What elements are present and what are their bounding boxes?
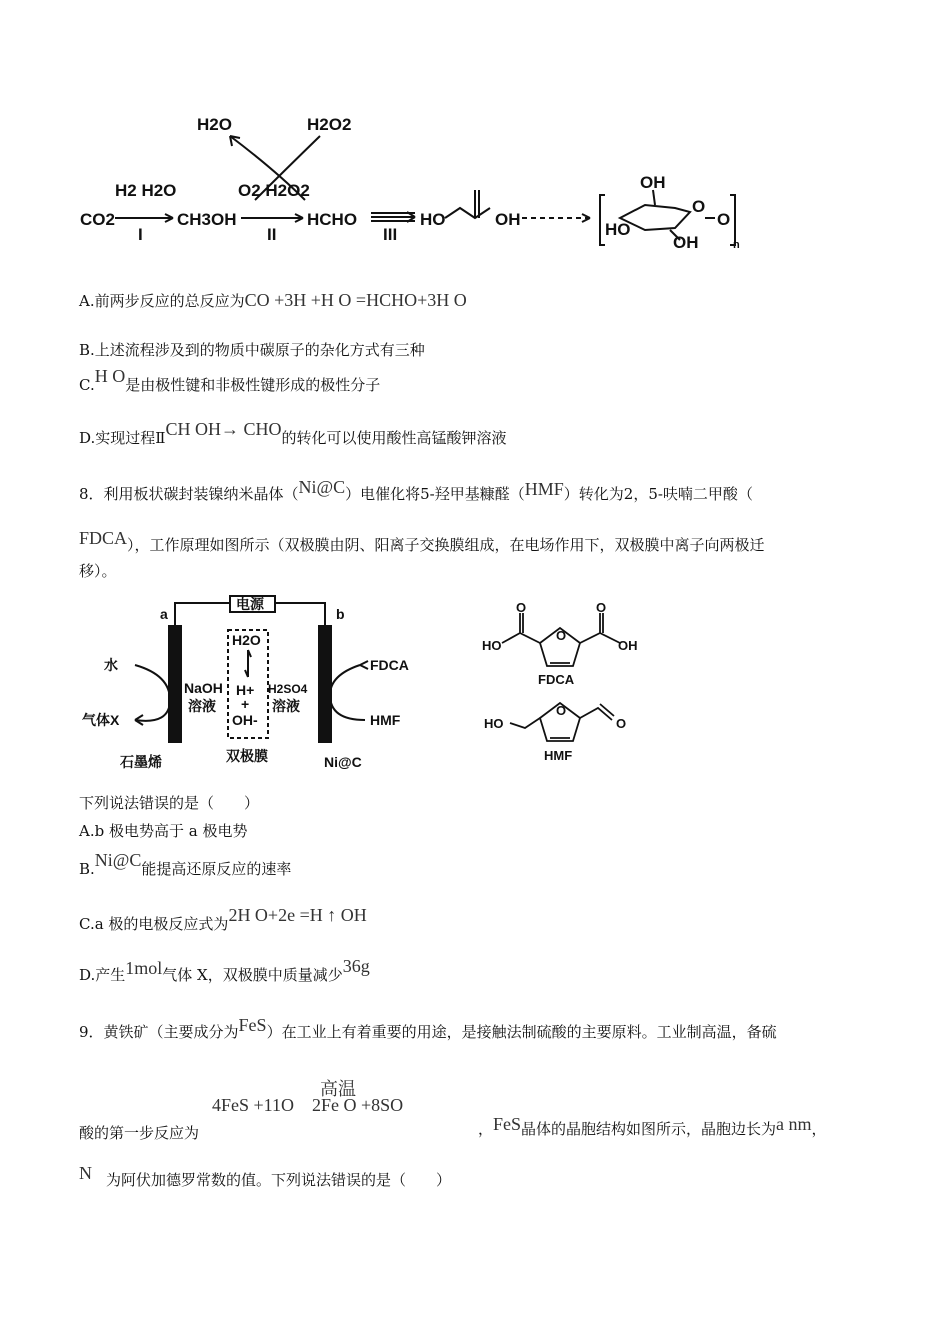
label-a: a xyxy=(160,606,168,622)
q9-stem-line3 xyxy=(79,1163,452,1191)
q9-condition: 高温 xyxy=(320,1079,356,1099)
poly-n: n xyxy=(733,239,740,251)
q8-stem-line1 xyxy=(79,477,753,505)
option-d-prefix: D.实现过程Ⅱ xyxy=(79,429,166,447)
h2so4-sol-label: 溶液 xyxy=(272,698,300,714)
fdca-ring-o: O xyxy=(556,628,567,643)
q8-option-d xyxy=(79,956,370,986)
q9-comma2: ， xyxy=(811,1120,827,1138)
q8-option-d-text: 气体 X，双极膜中质量减少 xyxy=(162,966,343,984)
option-c-formula: H O xyxy=(94,366,126,386)
fdca-o2: O xyxy=(596,600,607,615)
q9-stem-a: 9．黄铁矿（主要成分为 xyxy=(79,1023,239,1041)
fdca-out-arrow xyxy=(330,665,365,720)
poly-bracket-right xyxy=(730,195,735,245)
q9-na: N xyxy=(79,1163,92,1183)
option-a-text: A.前两步反应的总反应为 xyxy=(79,292,245,310)
q8-option-b-formula: Ni@C xyxy=(94,850,142,870)
hmf-arrow-label: HMF xyxy=(370,712,401,728)
option-d-formula: CH OH→ CHO xyxy=(165,419,282,439)
naoh-label: NaOH xyxy=(184,680,223,696)
option-a-formula: CO +3H +H O =HCHO+3H O xyxy=(244,290,467,310)
fdca-arrow-label: FDCA xyxy=(370,657,409,673)
methanol-label: CH3OH xyxy=(177,210,237,229)
q7-option-d xyxy=(79,419,507,449)
hmf-name: HMF xyxy=(544,748,573,763)
pyranose-ring xyxy=(620,205,690,230)
dha-left: HO xyxy=(420,210,446,229)
hplus-label: H+ xyxy=(236,682,255,698)
q8-fdca: FDCA xyxy=(79,528,128,548)
water-label: 水 xyxy=(104,657,118,673)
q9-anm: a nm xyxy=(776,1114,812,1134)
top-left-h2o: H2O xyxy=(197,115,232,134)
q7-option-b: B.上述流程涉及到的物质中碳原子的杂化方式有三种 xyxy=(79,341,425,359)
hmf-ho: HO xyxy=(484,716,504,731)
hmf-ring-o: O xyxy=(556,703,567,718)
fdca-name: FDCA xyxy=(538,672,575,687)
electrode-b xyxy=(318,625,332,743)
step2-label: II xyxy=(267,225,277,244)
poly-oh-bottom: OH xyxy=(673,233,699,252)
fdca-ho: HO xyxy=(482,638,502,653)
hmf-o: O xyxy=(616,716,627,731)
q8-hmf: HMF xyxy=(524,479,564,499)
q8-question: 下列说法错误的是（ ） xyxy=(79,794,260,812)
nic-label: Ni@C xyxy=(324,754,362,770)
q8-nic: Ni@C xyxy=(298,477,346,497)
poly-o-link: O xyxy=(717,210,731,229)
option-d-text: 的转化可以使用酸性高锰酸钾溶液 xyxy=(281,429,507,447)
poly-o-ring: O xyxy=(692,197,706,216)
q9-stem-line2b xyxy=(478,1114,827,1140)
reaction-flow-diagram xyxy=(75,100,755,260)
poly-ho: HO xyxy=(605,220,631,239)
poly-oh-top: OH xyxy=(640,173,666,192)
hcho-label: HCHO xyxy=(307,210,358,229)
q8-stem-1b: ）电催化将5-羟甲基糠醛（ xyxy=(345,485,525,503)
q7-option-c xyxy=(79,366,381,396)
step1-label: I xyxy=(138,225,143,244)
step2-reagents: O2 H2O2 xyxy=(238,181,310,200)
q8-stem-line2 xyxy=(79,528,765,556)
q8-stem-line3: 移）。 xyxy=(79,562,117,580)
graphene-label: 石墨烯 xyxy=(120,754,162,770)
q8-option-d-formula1: 1mol xyxy=(125,958,163,978)
step1-reagents: H2 H2O xyxy=(115,181,177,200)
q9-stem-line2 xyxy=(79,1122,199,1144)
q8-option-d-prefix: D.产生 xyxy=(79,966,126,984)
dha-right: OH xyxy=(495,210,521,229)
co2-label: CO2 xyxy=(80,210,115,229)
top-right-h2o2: H2O2 xyxy=(307,115,352,134)
option-c-text: 是由极性键和非极性键形成的极性分子 xyxy=(125,376,381,394)
q9-stem-b: ）在工业上有着重要的用途，是接触法制硫酸的主要原料。工业制高温，备硫 xyxy=(266,1023,777,1041)
electrode-a xyxy=(168,625,182,743)
q8-option-b-prefix: B. xyxy=(79,860,95,878)
label-b: b xyxy=(336,606,345,622)
q8-option-b-text: 能提高还原反应的速率 xyxy=(141,860,292,878)
q8-option-c-formula: 2H O+2e =H ↑ OH xyxy=(228,905,367,925)
h2so4-label: H2SO4 xyxy=(268,682,308,696)
bipolar-label: 双极膜 xyxy=(226,748,268,764)
fdca-o1: O xyxy=(516,600,527,615)
gas-x-label: 气体X xyxy=(82,712,120,728)
h2o-label: H2O xyxy=(232,632,261,648)
q8-option-b xyxy=(79,850,292,880)
q9-equation: 4FeS +11O 2Fe O +8SO xyxy=(212,1095,404,1115)
step3-label: III xyxy=(383,225,398,244)
q7-option-a xyxy=(79,289,467,312)
q9-comma: ， xyxy=(478,1120,494,1138)
q9-stem-e: 为阿伏加德罗常数的值。下列说法错误的是（ ） xyxy=(106,1171,452,1189)
q9-stem-line1 xyxy=(79,1015,777,1043)
dha-skeleton xyxy=(445,208,490,218)
q8-option-c xyxy=(79,905,367,935)
q9-fes2-b: FeS xyxy=(493,1114,522,1134)
naoh-sol-label: 溶液 xyxy=(188,698,216,714)
q8-stem-2: ），工作原理如图所示（双极膜由阴、阳离子交换膜组成，在电场作用下，双极膜中离子向两极迁 xyxy=(127,536,765,554)
electrolysis-diagram xyxy=(80,595,430,780)
q8-option-c-prefix: C.a 极的电极反应式为 xyxy=(79,915,229,933)
plus-label: + xyxy=(241,696,250,712)
q9-stem-d: 晶体的晶胞结构如图所示，晶胞边长为 xyxy=(521,1120,777,1138)
q9-stem-c: 酸的第一步反应为 xyxy=(79,1124,200,1142)
q9-fes2: FeS xyxy=(238,1015,267,1035)
power-label: 电源 xyxy=(236,596,264,612)
structures-diagram xyxy=(480,598,650,768)
option-c-prefix: C. xyxy=(79,376,95,394)
q8-option-a: A.b 极电势高于 a 极电势 xyxy=(79,822,248,840)
fdca-oh: OH xyxy=(618,638,638,653)
ohminus-label: OH- xyxy=(232,712,258,728)
q8-stem-1c: ）转化为2，5-呋喃二甲酸（ xyxy=(563,485,753,503)
water-in-arrow xyxy=(135,665,170,721)
q8-stem-1a: 8．利用板状碳封装镍纳米晶体（ xyxy=(79,485,299,503)
q8-option-d-formula2: 36g xyxy=(342,956,370,976)
